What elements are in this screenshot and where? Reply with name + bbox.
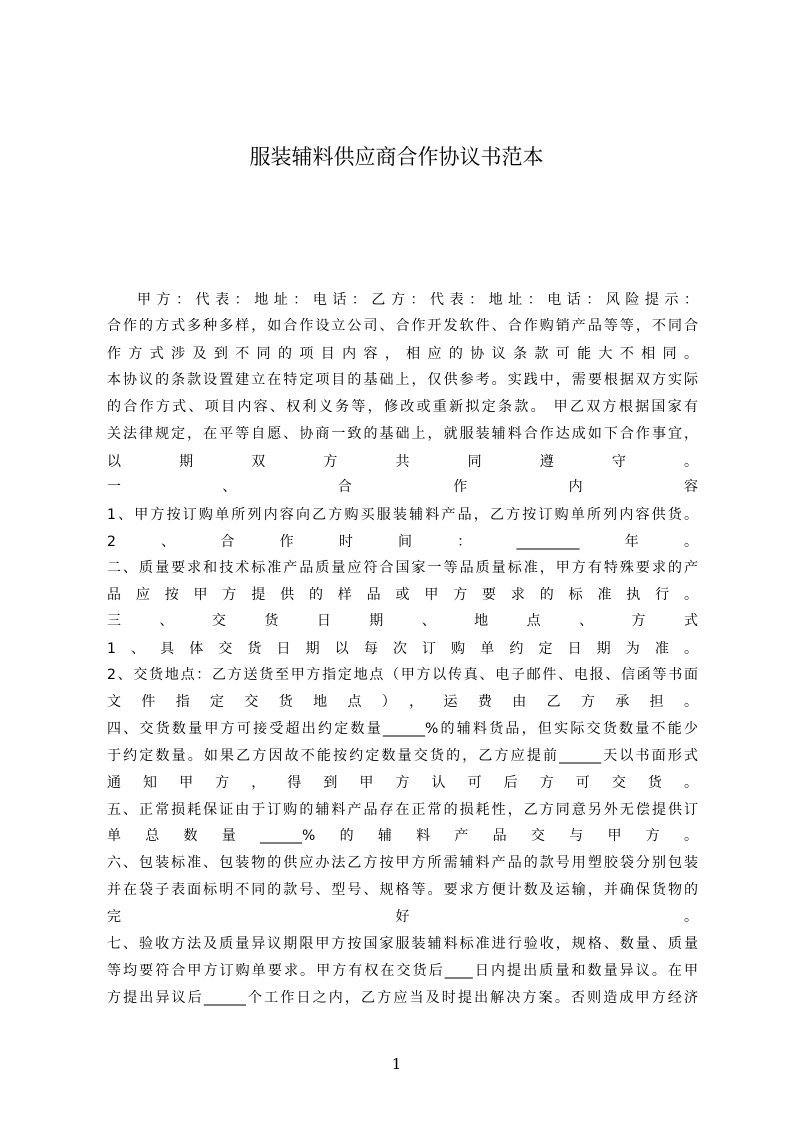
text-line: 四、交货数量甲方可接受超出约定数量______%的辅料货品，但实际交货数量不能少 <box>107 721 698 737</box>
document-title: 服装辅料供应商合作协议书范本 <box>249 145 544 169</box>
text-line: 2、交货地点：乙方送货至甲方指定地点（甲方以传真、电子邮件、电报、信函等书面 <box>107 667 698 683</box>
text-line: 2、合作时间：_________年。 <box>107 534 698 550</box>
text-line: 1、具体交货日期以每次订购单约定日期为准。 <box>107 641 698 657</box>
text-line: 1、甲方按订购单所列内容向乙方购买服装辅料产品，乙方按订购单所列内容供货。 <box>107 507 698 523</box>
page-number: 1 <box>391 1055 402 1073</box>
text-line: 五、正常损耗保证由于订购的辅料产品存在正常的损耗性，乙方同意另外无偿提供订 <box>107 802 698 818</box>
text-line: 关法律规定，在平等自愿、协商一致的基础上，就服装辅料合作达成如下合作事宜， <box>107 426 698 442</box>
text-line: 单总数量______%的辅料产品交与甲方。 <box>107 828 698 844</box>
text-line: 完好。 <box>107 909 698 925</box>
text-line: 六、包装标准、包装物的供应办法乙方按甲方所需辅料产品的款号用塑胶袋分别包装 <box>107 855 698 871</box>
text-line: 二、质量要求和技术标准产品质量应符合国家一等品质量标准，甲方有特殊要求的产 <box>107 560 698 576</box>
text-line: 七、验收方法及质量异议期限甲方按国家服装辅料标准进行验收，规格、数量、质量 <box>107 936 698 952</box>
text-line: 文件指定交货地点），运费由乙方承担。 <box>107 694 698 710</box>
text-line: 于约定数量。如果乙方因故不能按约定数量交货的，乙方应提前______天以书面形式 <box>107 748 698 764</box>
section-heading: 一、合作内容 <box>107 479 698 495</box>
text-line: 以期双方共同遵守。 <box>107 454 698 470</box>
text-line: 作方式涉及到不同的项目内容，相应的协议条款可能大不相同。 <box>107 346 698 362</box>
text-line: 甲方：代表：地址：电话：乙方：代表：地址：电话：风险提示： <box>137 292 698 308</box>
text-line: 并在袋子表面标明不同的款号、型号、规格等。要求方便计数及运输，并确保货物的 <box>107 882 698 898</box>
text-line: 合作的方式多种多样，如合作设立公司、合作开发软件、合作购销产品等等，不同合 <box>107 318 698 334</box>
text-line: 通知甲方，得到甲方认可后方可交货。 <box>107 775 698 791</box>
text-line: 等均要符合甲方订购单要求。甲方有权在交货后____日内提出质量和数量异议。在甲 <box>107 963 698 979</box>
text-line: 的合作方式、项目内容、权利义务等，修改或重新拟定条款。 甲乙双方根据国家有 <box>107 399 698 415</box>
text-line: 品应按甲方提供的样品或甲方要求的标准执行。 <box>107 587 698 603</box>
text-line: 本协议的条款设置建立在特定项目的基础上，仅供参考。实践中，需要根据双方实际 <box>107 372 698 388</box>
section-heading: 三、交货日期、地点、方式 <box>107 613 698 629</box>
text-line: 方提出异议后______个工作日之内，乙方应当及时提出解决方案。否则造成甲方经济 <box>107 990 698 1006</box>
